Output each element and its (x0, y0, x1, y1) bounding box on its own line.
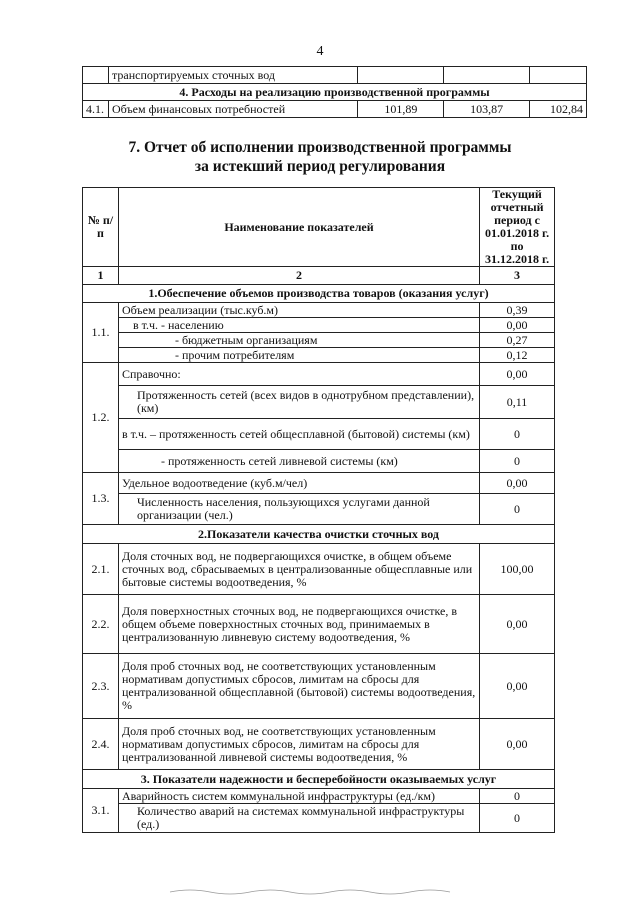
value-cell: 0 (480, 494, 555, 525)
value-cell: 0 (480, 450, 555, 473)
table-row (83, 318, 555, 333)
row-number: 2.2. (83, 595, 119, 654)
value-cell: 0,00 (480, 719, 555, 770)
value-cell: 0 (480, 419, 555, 450)
table-row (83, 544, 555, 595)
table-row (83, 473, 555, 494)
header-row (83, 188, 555, 267)
column-numbers-row (83, 267, 555, 285)
table-row (83, 804, 555, 833)
row-label: Объем финансовых потребностей (108, 101, 357, 118)
row-label: транспортируемых сточных вод (108, 67, 357, 84)
value-cell: 0 (480, 789, 555, 804)
row-number: 1.1. (83, 303, 119, 363)
page-number: 4 (316, 44, 324, 59)
value-cell: 0,12 (480, 348, 555, 363)
value-cell: 100,00 (480, 544, 555, 595)
col-number: 3 (480, 267, 555, 285)
table-row (83, 654, 555, 719)
section-title: 4. Расходы на реализацию производственной программы (83, 84, 587, 101)
table-cell (83, 67, 109, 84)
table-row (83, 363, 555, 386)
table-cell (530, 67, 587, 84)
table-row (83, 595, 555, 654)
row-label: Справочно: (118, 363, 479, 386)
table-row (83, 333, 555, 348)
section-row (83, 285, 555, 303)
row-label: Доля поверхностных сточных вод, не подвергающихся очистке, в общем объеме поверхностных сточных вод, принимаемых в централизованную ливневую систему водоотведения, % (118, 595, 479, 654)
report-table (82, 187, 555, 833)
value-cell: 0 (480, 804, 555, 833)
row-label: в т.ч. - населению (118, 318, 479, 333)
row-number: 1.3. (83, 473, 119, 525)
row-label: Аварийность систем коммунальной инфраструктуры (ед./км) (118, 789, 479, 804)
table-row (83, 789, 555, 804)
section-row (83, 84, 587, 101)
row-label: - бюджетным организациям (118, 333, 479, 348)
value-cell: 0,11 (480, 386, 555, 419)
row-label: - прочим потребителям (118, 348, 479, 363)
table-cell (444, 67, 530, 84)
table-row (83, 303, 555, 318)
row-label: в т.ч. – протяженность сетей общесплавной (бытовой) системы (км) (118, 419, 479, 450)
report-title (0, 138, 640, 176)
section-title: 1.Обеспечение объемов производства товаров (оказания услуг) (83, 285, 555, 303)
section-row (83, 525, 555, 544)
value-cell: 101,89 (358, 101, 444, 118)
row-label: Протяженность сетей (всех видов в однотрубном представлении), (км) (118, 386, 479, 419)
row-label: Количество аварий на системах коммунальной инфраструктуры (ед.) (118, 804, 479, 833)
col-number: 2 (118, 267, 479, 285)
table-row (83, 719, 555, 770)
value-cell: 102,84 (530, 101, 587, 118)
row-number: 2.1. (83, 544, 119, 595)
value-cell: 0,00 (480, 595, 555, 654)
row-label: Доля проб сточных вод, не соответствующих установленным нормативам допустимых сбросов, лимитам на сбросы для централизованной ливневой системы водоотведения, % (118, 719, 479, 770)
value-cell: 103,87 (444, 101, 530, 118)
table-row (83, 67, 587, 84)
section-title: 2.Показатели качества очистки сточных вод (83, 525, 555, 544)
header-period: Текущий отчетный период с 01.01.2018 г. по 31.12.2018 г. (480, 188, 555, 267)
table-row (83, 419, 555, 450)
table-row (83, 494, 555, 525)
value-cell: 0,00 (480, 654, 555, 719)
section-title: 3. Показатели надежности и бесперебойности оказываемых услуг (83, 770, 555, 789)
section-row (83, 770, 555, 789)
row-number: 3.1. (83, 789, 119, 833)
table-row (83, 386, 555, 419)
col-number: 1 (83, 267, 119, 285)
value-cell: 0,00 (480, 318, 555, 333)
value-cell: 0,00 (480, 363, 555, 386)
table-row (83, 450, 555, 473)
value-cell: 0,27 (480, 333, 555, 348)
row-label: - протяженность сетей ливневой системы (км) (118, 450, 479, 473)
value-cell: 0,00 (480, 473, 555, 494)
row-number: 1.2. (83, 363, 119, 473)
row-label: Удельное водоотведение (куб.м/чел) (118, 473, 479, 494)
row-number: 4.1. (83, 101, 109, 118)
value-cell: 0,39 (480, 303, 555, 318)
row-label: Численность населения, пользующихся услугами данной организации (чел.) (118, 494, 479, 525)
financial-table (82, 66, 587, 118)
row-label: Доля проб сточных вод, не соответствующих установленным нормативам допустимых сбросов, лимитам на сбросы для централизованной общесплавной (бытовой) системы водоотведения, % (118, 654, 479, 719)
table-row (83, 101, 587, 118)
table-row (83, 348, 555, 363)
table-cell (358, 67, 444, 84)
row-number: 2.4. (83, 719, 119, 770)
report-title-line1: 7. Отчет об исполнении производственной программы (128, 139, 512, 156)
scan-artifact (160, 886, 480, 896)
row-label: Объем реализации (тыс.куб.м) (118, 303, 479, 318)
header-num: № п/п (83, 188, 119, 267)
row-number: 2.3. (83, 654, 119, 719)
row-label: Доля сточных вод, не подвергающихся очистке, в общем объеме сточных вод, сбрасываемых в централизованные общесплавные или бытовые системы водоотведения, % (118, 544, 479, 595)
header-name: Наименование показателей (118, 188, 479, 267)
report-title-line2: за истекший период регулирования (194, 158, 446, 175)
